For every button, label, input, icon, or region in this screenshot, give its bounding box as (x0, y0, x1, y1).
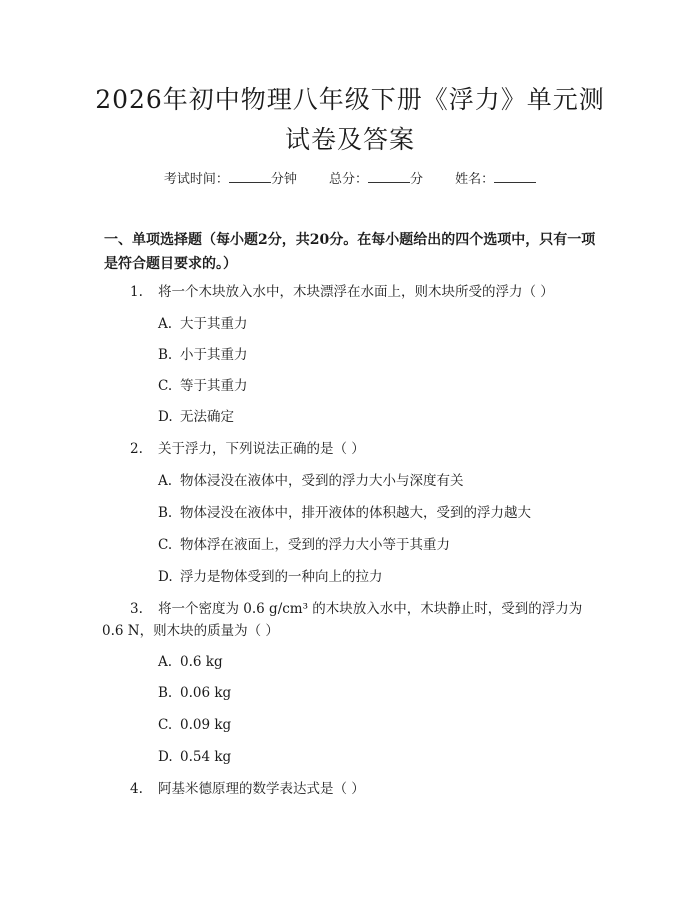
question-text-line1: 将一个密度为 0.6 g/cm³ 的木块放入水中，木块静止时，受到的浮力为 (158, 601, 583, 617)
option-3d: D. 0.54 kg (158, 749, 232, 765)
option-3c: C. 0.09 kg (158, 717, 232, 733)
question-number: 3. (130, 601, 143, 617)
question-number: 4. (130, 781, 143, 797)
page-title-line2: 试卷及答案 (284, 125, 415, 154)
section-heading-line1: 一、单项选择题（每小题2分，共20分。在每小题给出的四个选项中，只有一项 (104, 232, 596, 248)
exam-time-field (164, 172, 301, 187)
exam-time-unit: 分钟 (270, 172, 297, 187)
question-text: 关于浮力，下列说法正确的是（ ） (158, 441, 365, 457)
student-name-field (455, 172, 536, 187)
option-1a: A. 大于其重力 (158, 316, 248, 332)
option-1b: B. 小于其重力 (158, 347, 248, 363)
option-2c: C. 物体浮在液面上，受到的浮力大小等于其重力 (158, 537, 450, 553)
option-2b: B. 物体浸没在液体中，排开液体的体积越大，受到的浮力越大 (158, 505, 531, 521)
option-1d: D. 无法确定 (158, 409, 234, 425)
page-title-line1: 2026年初中物理八年级下册《浮力》单元测 (95, 85, 605, 114)
option-3b: B. 0.06 kg (158, 685, 232, 701)
question-number: 1. (130, 284, 143, 300)
option-2a: A. 物体浸没在液体中，受到的浮力大小与深度有关 (158, 473, 464, 489)
option-1c: C. 等于其重力 (158, 378, 248, 394)
option-2d: D. 浮力是物体受到的一种向上的拉力 (158, 569, 383, 585)
exam-meta (0, 168, 700, 187)
total-score-blank (368, 170, 410, 183)
total-score-field (329, 172, 427, 187)
exam-time-blank (229, 170, 271, 183)
student-name-label: 姓名： (455, 172, 495, 187)
question-3 (130, 597, 582, 621)
total-score-label: 总分： (328, 172, 368, 187)
question-text: 将一个木块放入水中，木块漂浮在水面上，则木块所受的浮力（ ） (158, 284, 554, 300)
student-name-blank (494, 170, 536, 183)
section-heading-line2: 是符合题目要求的。） (104, 256, 237, 272)
exam-time-label: 考试时间： (163, 172, 229, 187)
question-3-continued: 0.6 N，则木块的质量为（ ） (102, 623, 279, 639)
total-score-unit: 分 (410, 172, 424, 187)
question-2 (130, 437, 365, 461)
question-4 (130, 777, 365, 801)
option-3a: A. 0.6 kg (158, 654, 223, 670)
question-1 (130, 280, 554, 304)
question-text: 阿基米德原理的数学表达式是（ ） (158, 781, 365, 797)
question-number: 2. (130, 441, 143, 457)
